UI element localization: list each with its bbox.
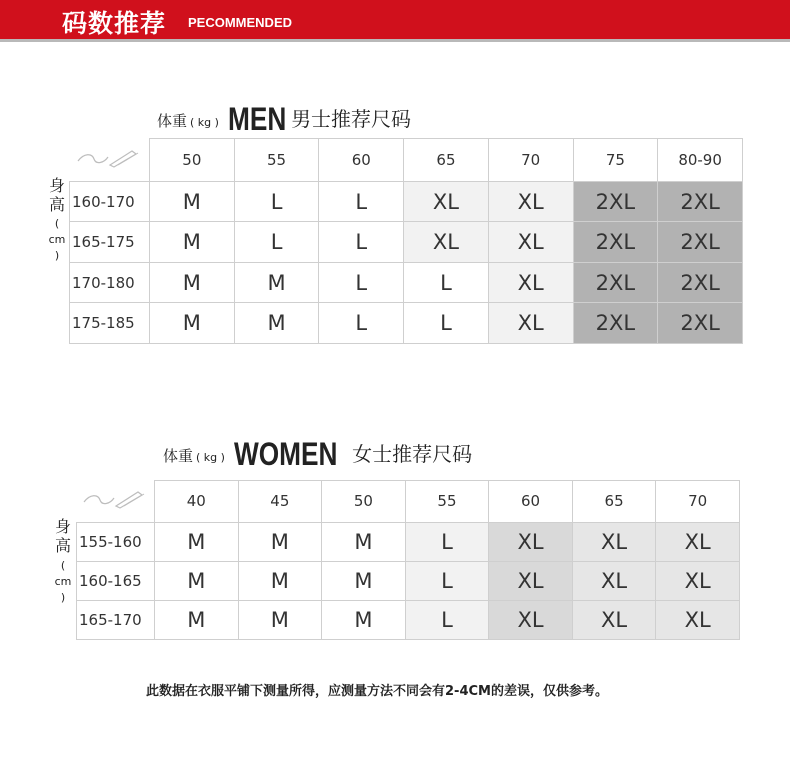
- women-size-cell: M: [322, 600, 406, 639]
- women-weight-header: 70: [656, 481, 740, 523]
- table-row: [70, 181, 743, 222]
- women-size-cell: L: [405, 522, 489, 561]
- table-row: [77, 522, 740, 561]
- men-size-cell: XL: [488, 262, 573, 303]
- men-size-cell: 2XL: [573, 303, 658, 344]
- women-weight-header: 50: [322, 481, 406, 523]
- men-size-cell: 2XL: [658, 181, 743, 222]
- men-height-unit: ( cm ): [48, 217, 66, 262]
- women-height-cell: 160-165: [77, 561, 155, 600]
- women-height-cell: 165-170: [77, 600, 155, 639]
- men-size-cell: XL: [488, 181, 573, 222]
- women-size-cell: XL: [489, 561, 573, 600]
- men-size-cell: M: [150, 181, 235, 222]
- men-size-cell: XL: [488, 303, 573, 344]
- women-weight-header: 45: [238, 481, 322, 523]
- women-size-cell: M: [238, 522, 322, 561]
- men-size-cell: 2XL: [658, 222, 743, 263]
- men-weight-header: 70: [488, 139, 573, 182]
- men-size-cell: L: [234, 222, 319, 263]
- men-corner-cell: [70, 139, 150, 182]
- men-weight-unit: ( kg ): [190, 116, 219, 129]
- measuring-tape-icon: [80, 488, 150, 510]
- women-size-cell: M: [155, 522, 239, 561]
- women-size-cell: L: [405, 600, 489, 639]
- women-height-cell: 155-160: [77, 522, 155, 561]
- women-title: WOMEN: [233, 436, 338, 472]
- men-title: MEN: [227, 101, 287, 137]
- men-size-cell: L: [319, 222, 404, 263]
- women-size-cell: XL: [656, 561, 740, 600]
- women-size-cell: XL: [656, 600, 740, 639]
- men-weight-header: 75: [573, 139, 658, 182]
- table-row: [70, 262, 743, 303]
- women-weight-header: 40: [155, 481, 239, 523]
- table-row: [77, 600, 740, 639]
- women-size-cell: XL: [489, 522, 573, 561]
- men-weight-header: 65: [404, 139, 489, 182]
- table-row: [77, 561, 740, 600]
- women-caption: [163, 436, 472, 473]
- women-weight-header: 55: [405, 481, 489, 523]
- men-weight-header: 50: [150, 139, 235, 182]
- men-size-cell: M: [150, 303, 235, 344]
- women-size-cell: M: [322, 522, 406, 561]
- women-weight-header: 65: [572, 481, 656, 523]
- men-size-cell: 2XL: [573, 262, 658, 303]
- disclaimer-note: 此数据在衣服平铺下测量所得，应测量方法不同会有2-4CM的差误，仅供参考。: [146, 684, 608, 699]
- men-size-table: [69, 138, 743, 344]
- men-height-cell: 160-170: [70, 181, 150, 222]
- men-size-cell: XL: [404, 181, 489, 222]
- women-weight-label: 体重: [163, 447, 194, 465]
- men-size-cell: XL: [488, 222, 573, 263]
- women-size-cell: XL: [656, 522, 740, 561]
- men-size-cell: XL: [404, 222, 489, 263]
- men-size-cell: M: [150, 262, 235, 303]
- table-row: [70, 303, 743, 344]
- women-weight-unit: ( kg ): [196, 451, 225, 464]
- women-weight-row: [77, 481, 740, 523]
- men-caption: [157, 101, 411, 138]
- women-size-cell: L: [405, 561, 489, 600]
- women-size-cell: XL: [572, 522, 656, 561]
- men-size-cell: 2XL: [658, 262, 743, 303]
- men-weight-label: 体重: [157, 112, 188, 130]
- women-size-cell: XL: [489, 600, 573, 639]
- women-weight-header: 60: [489, 481, 573, 523]
- men-size-cell: L: [319, 262, 404, 303]
- header-banner: [0, 0, 790, 42]
- men-height-cell: 170-180: [70, 262, 150, 303]
- women-height-unit: ( cm ): [54, 559, 72, 604]
- men-size-cell: L: [319, 181, 404, 222]
- women-size-cell: M: [322, 561, 406, 600]
- men-size-cell: M: [234, 262, 319, 303]
- banner-title-cn: 码数推荐: [62, 9, 167, 38]
- men-size-cell: L: [404, 303, 489, 344]
- men-size-cell: 2XL: [573, 222, 658, 263]
- men-size-cell: 2XL: [658, 303, 743, 344]
- men-weight-header: 60: [319, 139, 404, 182]
- men-size-cell: L: [234, 181, 319, 222]
- men-size-cell: L: [404, 262, 489, 303]
- men-title-cn: 男士推荐尺码: [291, 107, 412, 131]
- banner-title-en: PECOMMENDED: [188, 15, 293, 30]
- women-size-cell: M: [155, 561, 239, 600]
- women-height-label: 身 高: [54, 517, 71, 555]
- women-size-cell: XL: [572, 600, 656, 639]
- men-weight-header: 80-90: [658, 139, 743, 182]
- men-height-cell: 175-185: [70, 303, 150, 344]
- women-size-cell: M: [238, 600, 322, 639]
- men-weight-header: 55: [234, 139, 319, 182]
- women-size-cell: XL: [572, 561, 656, 600]
- women-size-cell: M: [155, 600, 239, 639]
- table-row: [70, 222, 743, 263]
- men-size-cell: 2XL: [573, 181, 658, 222]
- men-height-label: 身 高: [48, 176, 65, 214]
- women-corner-cell: [77, 481, 155, 523]
- women-title-cn: 女士推荐尺码: [352, 442, 473, 466]
- women-size-cell: M: [238, 561, 322, 600]
- men-size-cell: M: [150, 222, 235, 263]
- men-size-cell: L: [319, 303, 404, 344]
- women-size-table: [76, 480, 740, 640]
- men-size-cell: M: [234, 303, 319, 344]
- measuring-tape-icon: [74, 147, 144, 169]
- men-weight-row: [70, 139, 743, 182]
- men-height-cell: 165-175: [70, 222, 150, 263]
